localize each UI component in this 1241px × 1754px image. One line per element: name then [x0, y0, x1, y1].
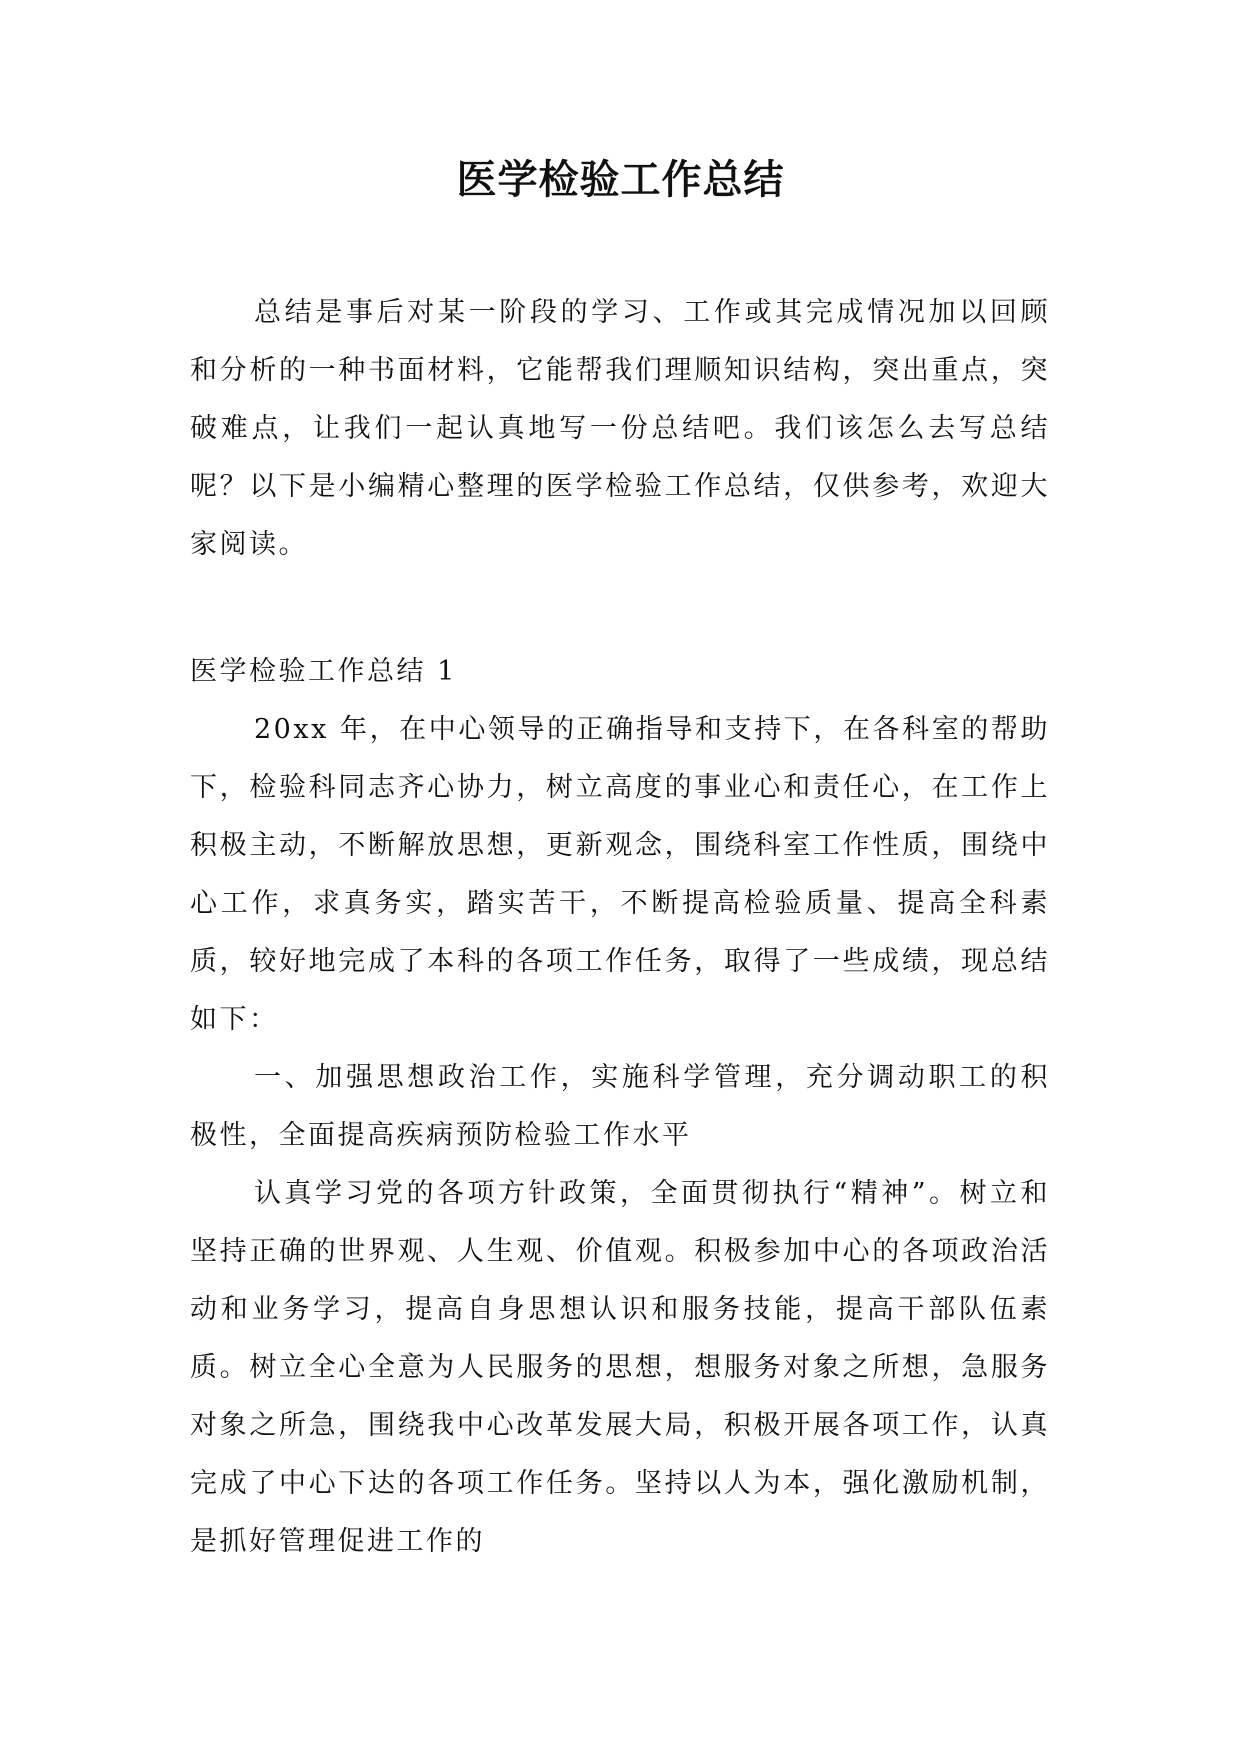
body-paragraph-heading: 一、加强思想政治工作，实施科学管理，充分调动职工的积极性，全面提高疾病预防检验工作水平 — [190, 1062, 1050, 1151]
intro-section — [190, 284, 1050, 574]
body-paragraph: 认真学习党的各项方针政策，全面贯彻执行“精神”。树立和坚持正确的世界观、人生观、价值观。积极参加中心的各项政治活动和业务学习，提高自身思想认识和服务技能，提高干部队伍素质。树立全心全意为人民服务的思想，想服务对象之所想，急服务对象之所急，围绕我中心改革发展大局，积极开展各项工作，认真完成了中心下达的各项工作任务。坚持以人为本，强化激励机制，是抓好管理促进工作的 — [190, 1178, 1050, 1557]
section-heading: 医学检验工作总结 1 — [190, 656, 457, 687]
document-title: 医学检验工作总结 — [456, 157, 785, 203]
intro-paragraph: 总结是事后对某一阶段的学习、工作或其完成情况加以回顾和分析的一种书面材料，它能帮我们理顺知识结构，突出重点，突破难点，让我们一起认真地写一份总结吧。我们该怎么去写总结呢？以下是小编精心整理的医学检验工作总结，仅供参考，欢迎大家阅读。 — [190, 297, 1050, 560]
body-paragraph: 20xx 年，在中心领导的正确指导和支持下，在各科室的帮助下，检验科同志齐心协力，树立高度的事业心和责任心，在工作上积极主动，不断解放思想，更新观念，围绕科室工作性质，围绕中心工作，求真务实，踏实苦干，不断提高检验质量、提高全科素质，较好地完成了本科的各项工作任务，取得了一些成绩，现总结如下： — [190, 714, 1050, 1035]
summary-section-1 — [190, 643, 1050, 1571]
